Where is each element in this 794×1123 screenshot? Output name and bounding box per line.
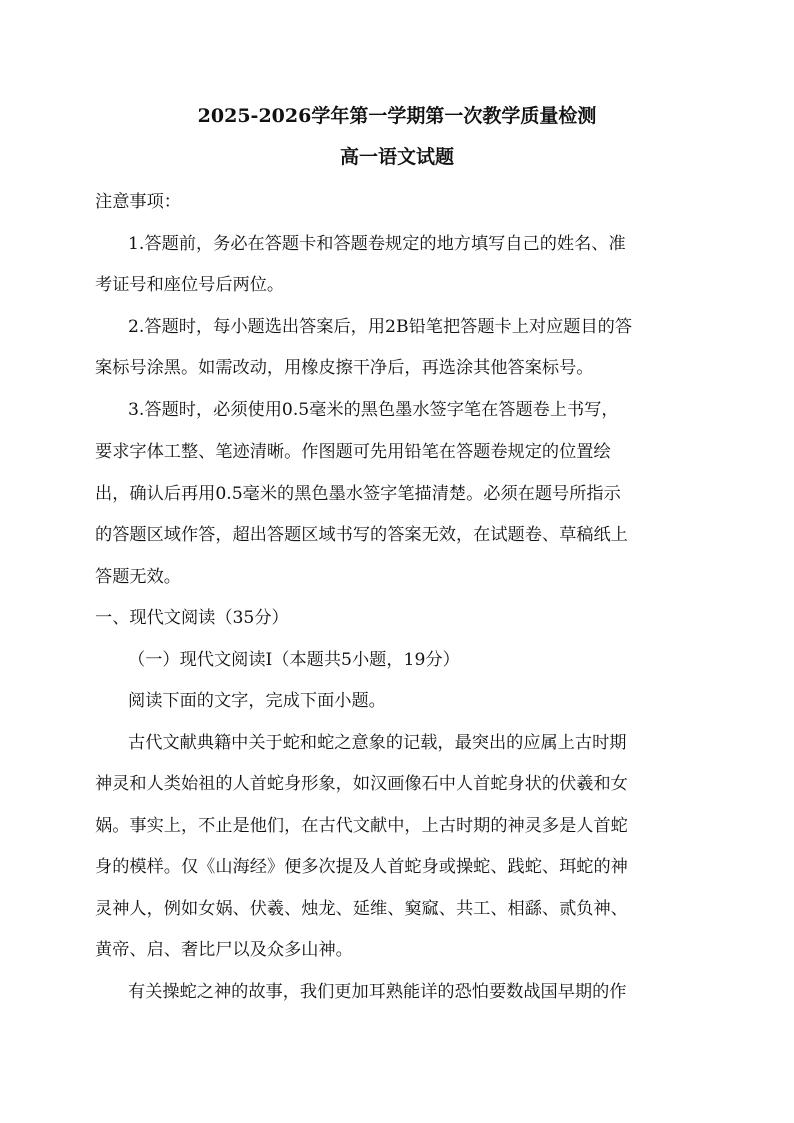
- exam-title: 2025-2026学年第一学期第一次教学质量检测: [197, 105, 597, 127]
- notice-3-line-5: 答题无效。: [95, 567, 181, 587]
- notice-2-line-1: 2.答题时，每小题选出答案后，用2B铅笔把答题卡上对应题目的答: [128, 317, 633, 337]
- notice-2-line-2: 案标号涂黑。如需改动，用橡皮擦干净后，再选涂其他答案标号。: [95, 358, 594, 378]
- reading-instruction: 阅读下面的文字，完成下面小题。: [128, 691, 386, 711]
- notice-3-line-3: 出，确认后再用0.5毫米的黑色墨水签字笔描清楚。必须在题号所指示: [95, 484, 621, 504]
- notice-3-line-2: 要求字体工整、笔迹清晰。作图题可先用铅笔在答题卷规定的位置绘: [95, 442, 611, 462]
- paragraph-1-line-5: 灵神人，例如女娲、伏羲、烛龙、延维、窫窳、共工、相繇、贰负神、: [95, 899, 628, 919]
- paragraph-1-line-6: 黄帝、启、奢比尸以及众多山神。: [95, 940, 353, 960]
- paragraph-1-line-3: 娲。事实上，不止是他们，在古代文献中，上古时期的神灵多是人首蛇: [95, 816, 628, 836]
- section-heading: 一、现代文阅读（35分）: [95, 608, 289, 628]
- paragraph-2-line-1: 有关操蛇之神的故事，我们更加耳熟能详的恐怕要数战国早期的作: [128, 982, 627, 1002]
- notice-3-line-4: 的答题区域作答，超出答题区域书写的答案无效，在试题卷、草稿纸上: [95, 525, 628, 545]
- paragraph-1-line-4: 身的模样。仅《山海经》便多次提及人首蛇身或操蛇、践蛇、珥蛇的神: [95, 857, 628, 877]
- notice-heading: 注意事项：: [95, 192, 181, 212]
- notice-3-line-1: 3.答题时，必须使用0.5毫米的黑色墨水签字笔在答题卷上书写，: [128, 400, 619, 420]
- notice-1-line-2: 考证号和座位号后两位。: [95, 275, 285, 295]
- paragraph-1-line-1: 古代文献典籍中关于蛇和蛇之意象的记载，最突出的应属上古时期: [128, 733, 627, 753]
- exam-subtitle: 高一语文试题: [339, 146, 454, 168]
- subsection-heading: （一）现代文阅读Ⅰ（本题共5小题，19分）: [128, 650, 460, 670]
- notice-1-line-1: 1.答题前，务必在答题卡和答题卷规定的地方填写自己的姓名、准: [128, 234, 626, 254]
- paragraph-1-line-2: 神灵和人类始祖的人首蛇身形象，如汉画像石中人首蛇身状的伏羲和女: [95, 774, 628, 794]
